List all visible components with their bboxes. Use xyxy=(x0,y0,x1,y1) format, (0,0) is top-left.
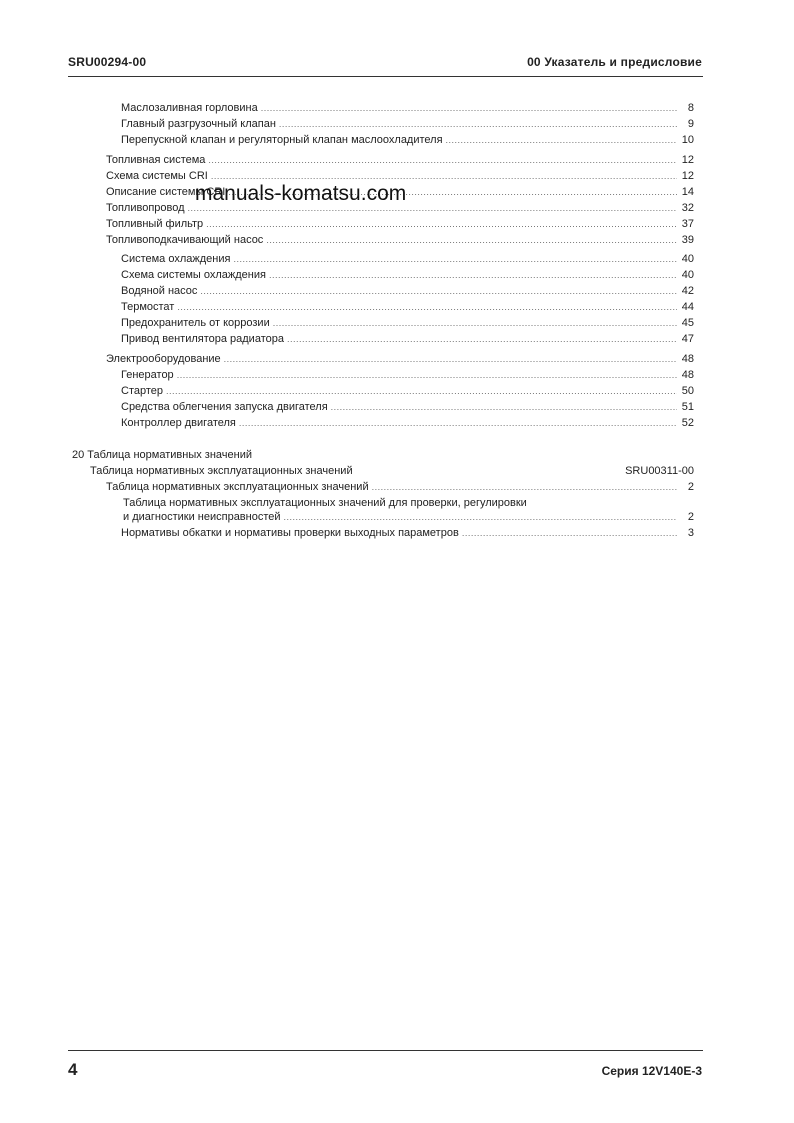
toc-entry[interactable] xyxy=(121,416,694,430)
toc-entry-page: 50 xyxy=(681,385,694,397)
section-doc-ref: SRU00311-00 xyxy=(625,465,694,477)
toc-entry-title: Генератор xyxy=(121,369,174,381)
series-label: Серия 12V140E-3 xyxy=(601,1064,702,1078)
toc-entry-title: Схема системы охлаждения xyxy=(121,269,266,281)
toc-entry[interactable] xyxy=(121,284,694,298)
toc-entry[interactable] xyxy=(106,233,694,247)
toc-entry-page: 10 xyxy=(681,134,694,146)
toc-entry-page: 14 xyxy=(681,186,694,198)
toc-entry-page: 9 xyxy=(687,118,694,130)
toc-entry-title: Средства облегчения запуска двигателя xyxy=(121,401,328,413)
toc-entry[interactable] xyxy=(121,300,694,314)
toc-entry-title: Нормативы обкатки и нормативы проверки выходных параметров xyxy=(121,527,459,539)
dot-leader xyxy=(279,117,677,131)
dot-leader xyxy=(462,526,677,540)
toc-entry[interactable] xyxy=(106,169,694,183)
toc-entry-page: 52 xyxy=(681,417,694,429)
toc-entry-title: Перепускной клапан и регуляторный клапан маслоохладителя xyxy=(121,134,443,146)
toc-entry-title: Маслозаливная горловина xyxy=(121,102,258,114)
toc-entry-page: 48 xyxy=(681,353,694,365)
section-heading[interactable]: 20 Таблица нормативных значений xyxy=(72,449,252,461)
toc-entry-page: 37 xyxy=(681,218,694,230)
toc-entry-page: 51 xyxy=(681,401,694,413)
toc-entry[interactable] xyxy=(106,352,694,366)
toc-entry[interactable] xyxy=(121,133,694,147)
toc-entry[interactable] xyxy=(121,526,694,540)
toc-entry-title: Топливная система xyxy=(106,154,206,166)
toc-entry[interactable] xyxy=(106,480,694,494)
toc-entry-page: 45 xyxy=(681,317,694,329)
watermark-text: manuals-komatsu.com xyxy=(195,182,407,205)
toc-entry-page: 12 xyxy=(681,170,694,182)
dot-leader xyxy=(331,400,677,414)
toc-entry[interactable] xyxy=(106,153,694,167)
toc-entry-title: Главный разгрузочный клапан xyxy=(121,118,276,130)
toc-entry-page: 44 xyxy=(681,301,694,313)
toc-entry[interactable] xyxy=(121,368,694,382)
toc-entry-page: 2 xyxy=(687,511,694,523)
dot-leader xyxy=(446,133,677,147)
dot-leader xyxy=(269,268,677,282)
dot-leader xyxy=(200,284,677,298)
toc-entry-title: Электрооборудование xyxy=(106,353,221,365)
toc-entry-title: Топливный фильтр xyxy=(106,218,204,230)
dot-leader xyxy=(261,101,677,115)
toc-entry-page: 2 xyxy=(687,481,694,493)
section-title: 00 Указатель и предисловие xyxy=(527,55,702,69)
toc-entry-title: Стартер xyxy=(121,385,164,397)
page-number: 4 xyxy=(68,1060,78,1079)
toc-entry[interactable] xyxy=(121,268,694,282)
toc-entry-page: 47 xyxy=(681,333,694,345)
toc-entry[interactable] xyxy=(106,217,694,231)
toc-entry[interactable] xyxy=(121,101,694,115)
toc-entry[interactable] xyxy=(121,332,694,346)
toc-entry-page: 48 xyxy=(681,369,694,381)
header-divider xyxy=(68,76,703,77)
toc-entry-title: Водяной насос xyxy=(121,285,198,297)
toc-entry-title-line1[interactable]: Таблица нормативных эксплуатационных значений для проверки, регулировки xyxy=(123,497,527,509)
toc-entry[interactable] xyxy=(121,117,694,131)
dot-leader xyxy=(233,252,677,266)
toc-entry[interactable] xyxy=(123,510,694,524)
toc-entry-title: Привод вентилятора радиатора xyxy=(121,333,284,345)
dot-leader xyxy=(166,384,677,398)
toc-entry[interactable] xyxy=(121,400,694,414)
toc-entry-title: Топливоподкачивающий насос xyxy=(106,234,264,246)
dot-leader xyxy=(211,169,677,183)
toc-entry-title: Описание системы CRI xyxy=(106,186,226,198)
toc-entry[interactable] xyxy=(121,316,694,330)
toc-entry[interactable] xyxy=(121,384,694,398)
dot-leader xyxy=(266,233,677,247)
toc-entry-title: и диагностики неисправностей xyxy=(123,511,281,523)
toc-entry-title: Предохранитель от коррозии xyxy=(121,317,270,329)
toc-entry-page: 12 xyxy=(681,154,694,166)
dot-leader xyxy=(284,510,677,524)
toc-entry-page: 40 xyxy=(681,253,694,265)
section-subheading[interactable]: Таблица нормативных эксплуатационных значений xyxy=(90,465,353,477)
toc-entry-page: 42 xyxy=(681,285,694,297)
toc-entry-title: Топливопровод xyxy=(106,202,185,214)
toc-entry-page: 39 xyxy=(681,234,694,246)
dot-leader xyxy=(273,316,677,330)
toc-entry-title: Таблица нормативных эксплуатационных значений xyxy=(106,481,369,493)
toc-entry-title: Контроллер двигателя xyxy=(121,417,236,429)
dot-leader xyxy=(206,217,677,231)
dot-leader xyxy=(224,352,677,366)
toc-entry-page: 3 xyxy=(687,527,694,539)
footer-divider xyxy=(68,1050,703,1051)
toc-entry-page: 32 xyxy=(681,202,694,214)
toc-entry[interactable] xyxy=(121,252,694,266)
dot-leader xyxy=(208,153,677,167)
dot-leader xyxy=(372,480,677,494)
dot-leader xyxy=(287,332,677,346)
toc-entry-page: 40 xyxy=(681,269,694,281)
document-code: SRU00294-00 xyxy=(68,55,147,69)
toc-entry-title: Термостат xyxy=(121,301,175,313)
toc-entry-title: Система охлаждения xyxy=(121,253,231,265)
dot-leader xyxy=(177,368,677,382)
dot-leader xyxy=(177,300,677,314)
toc-entry-title: Схема системы CRI xyxy=(106,170,208,182)
dot-leader xyxy=(239,416,677,430)
toc-entry-page: 8 xyxy=(687,102,694,114)
